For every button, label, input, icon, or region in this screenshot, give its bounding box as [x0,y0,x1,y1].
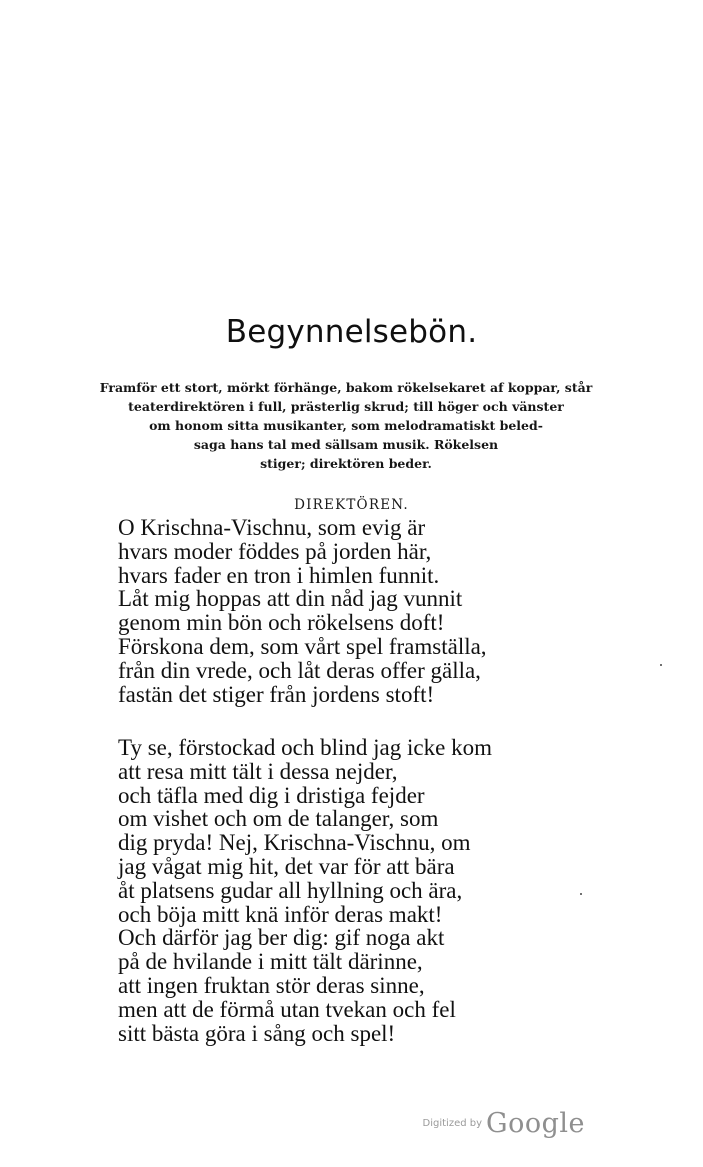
verse-line: hvars moder föddes på jorden här, [118,538,432,564]
verse-line: genom min bön och rökelsens doft! [118,610,445,636]
verse-line: jag vågat mig hit, det var för att bära [118,853,455,879]
stage-direction-line: saga hans tal med sällsam musik. Rökelsen [193,437,499,452]
verse-line: och täfla med dig i dristiga fejder [118,782,425,808]
verse-line: hvars fader en tron i himlen funnit. [118,562,440,588]
verse-line: men att de förmå utan tvekan och fel [118,996,456,1022]
verse-line: sitt bästa göra i sång och spel! [118,1020,396,1046]
stage-direction-line: Framför ett stort, mörkt förhänge, bakom rökelsekaret af koppar, står [99,380,593,395]
paper-speck [660,664,662,666]
verse-line: från din vrede, och låt deras offer gälla, [118,657,481,683]
stage-direction-line: teaterdirektören i full, prästerlig skrud; till höger och vänster [128,399,564,414]
watermark-prefix: Digitized by [422,1118,483,1129]
stage-direction [30,378,662,473]
verse-line: om vishet och om de talanger, som [118,806,439,832]
google-logo: Google [486,1108,585,1139]
stage-direction-line: om honom sitta musikanter, som melodramatiskt beled- [149,418,543,433]
speaker-name: DIREKTÖREN. [294,497,409,513]
verse-line: Ty se, förstockad och blind jag icke kom [118,735,492,760]
verse-line: att resa mitt tält i dessa nejder, [118,758,398,784]
verse-line: Låt mig hoppas att din nåd jag vunnit [118,586,463,612]
verse-line: åt platsens gudar all hyllning och ära, [118,877,463,903]
verse-line: att ingen fruktan stör deras sinne, [118,972,425,998]
verse-line: och böja mitt knä inför deras makt! [118,901,443,927]
paper-speck [580,893,582,895]
verse-stanza-1 [118,516,487,706]
page-title: Begynnelsebön. [225,314,478,350]
digitized-watermark [423,1108,585,1139]
stage-direction-line: stiger; direktören beder. [260,456,432,471]
verse-line: Förskona dem, som vårt spel framställa, [118,633,487,659]
verse-line: Och därför jag ber dig: gif noga akt [118,925,445,951]
verse-line: på de hvilande i mitt tält därinne, [118,949,423,975]
verse-line: fastän det stiger från jordens stoft! [118,681,435,707]
verse-line: O Krischna-Vischnu, som evig är [118,515,426,540]
verse-line: dig pryda! Nej, Krischna-Vischnu, om [118,830,471,856]
verse-stanza-2 [118,736,492,1045]
